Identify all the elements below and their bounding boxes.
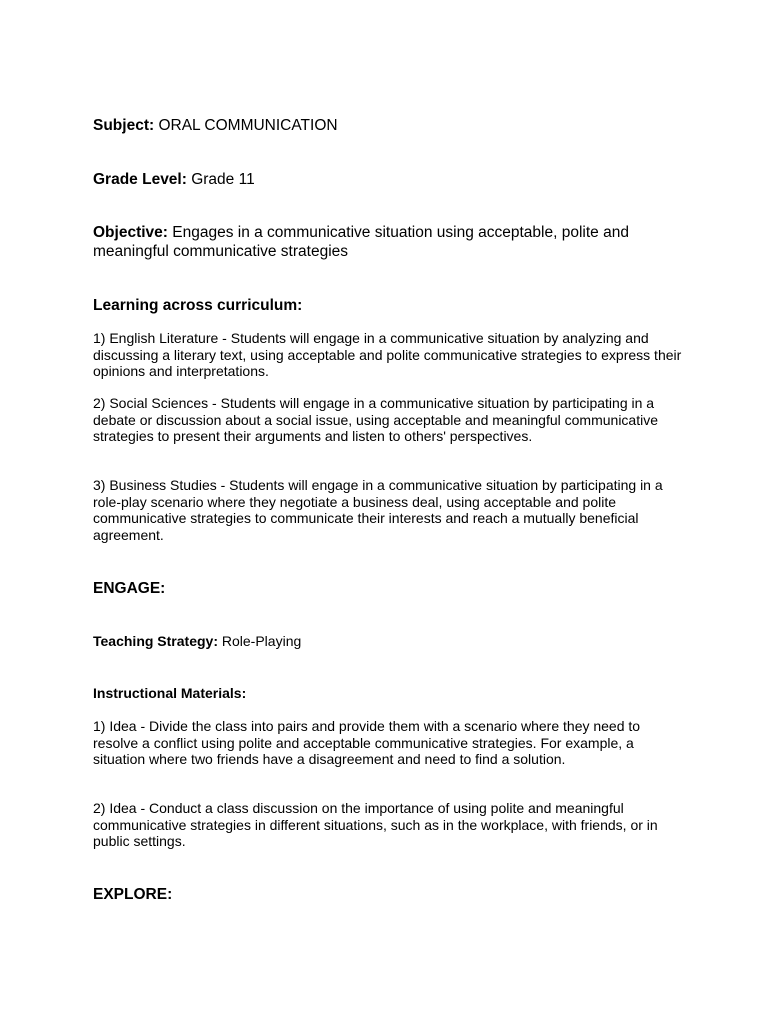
curriculum-item-social-sciences: 2) Social Sciences - Students will engage in a communicative situation by participating in a debate or discussion about a social issue, using acceptable and meaningful communicative strategies to present their arguments and listen to others' perspectives. xyxy=(93,395,659,444)
objective-label: Objective: xyxy=(93,224,168,241)
curriculum-item-english-literature: 1) English Literature - Students will engage in a communicative situation by analyzing and discussing a literary text, using acceptable and polite communicative strategies to express their opinions and interpretations. xyxy=(93,330,682,379)
teaching-strategy-label: Teaching Strategy: xyxy=(93,633,218,649)
subject-line xyxy=(93,116,338,135)
instructional-materials-heading: Instructional Materials: xyxy=(93,685,247,701)
grade-level-line xyxy=(93,170,255,189)
instructional-material-idea-1: 1) Idea - Divide the class into pairs and provide them with a scenario where they need to resolve a conflict using polite and acceptable communicative strategies. For example, a situation where two friends have a disagreement and need to find a solution. xyxy=(93,718,641,767)
objective-value: Engages in a communicative situation using acceptable, polite and meaningful communicative strategies xyxy=(93,224,629,260)
curriculum-item-business-studies: 3) Business Studies - Students will engage in a communicative situation by participating in a role-play scenario where they negotiate a business deal, using acceptable and polite communicative strategies to communicate their interests and reach a mutually beneficial agreement. xyxy=(93,477,663,543)
grade-level-value: Grade 11 xyxy=(186,171,255,188)
subject-label: Subject: xyxy=(93,117,155,134)
grade-level-label: Grade Level: xyxy=(93,171,187,188)
learning-across-curriculum-heading: Learning across curriculum: xyxy=(93,297,303,314)
engage-heading: ENGAGE: xyxy=(93,580,166,597)
explore-heading: EXPLORE: xyxy=(93,886,173,903)
subject-value: ORAL COMMUNICATION xyxy=(154,117,338,134)
teaching-strategy-line xyxy=(93,633,301,650)
instructional-material-idea-2: 2) Idea - Conduct a class discussion on the importance of using polite and meaningful communicative strategies in different situations, such as in the workplace, with friends, or in public settings. xyxy=(93,800,658,849)
objective-block xyxy=(93,224,693,261)
teaching-strategy-value: Role-Playing xyxy=(218,633,302,649)
